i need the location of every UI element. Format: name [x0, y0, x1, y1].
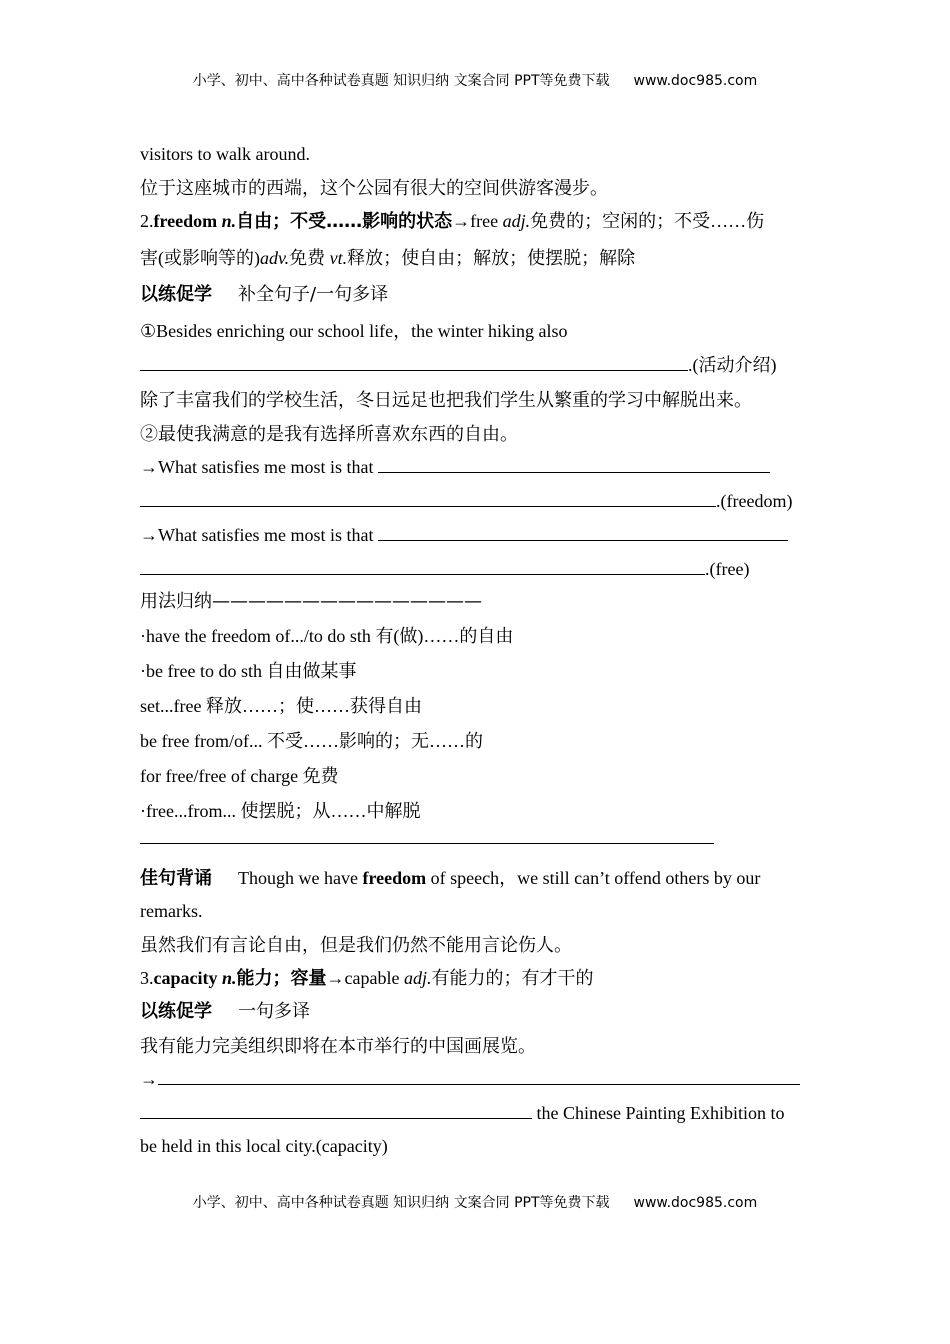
usage-en: ·be free to do sth — [140, 661, 262, 681]
usage-item — [140, 695, 422, 717]
meaning-adv: 免费 — [289, 248, 330, 268]
answer-blank-2b-cont[interactable] — [140, 558, 705, 575]
arrow-icon: → — [326, 968, 345, 988]
answer-blank-2a-cont[interactable] — [140, 490, 716, 507]
usage-en: set...free — [140, 696, 202, 716]
entry-freedom — [140, 210, 764, 233]
good-sentence — [140, 867, 760, 890]
question-3-after: the Chinese Painting Exhibition to — [532, 1103, 785, 1123]
meaning-free-cont: 害(或影响等的) — [140, 248, 260, 268]
footer-text: 小学、初中、高中各种试卷真题 知识归纳 文案合同 PPT等免费下载 — [192, 1195, 610, 1211]
practice-desc: 补全句子/一句多译 — [238, 284, 389, 305]
related-free: free — [470, 211, 503, 231]
question-1-answer — [140, 354, 777, 376]
question-1-suffix: .(活动介绍) — [688, 355, 777, 375]
sentence-post: of speech，we still can’t offend others by our — [426, 868, 761, 888]
question-3-cont — [140, 1102, 784, 1124]
headword-capacity: capacity — [153, 968, 218, 988]
practice-heading-1 — [140, 284, 388, 306]
answer-blank-3-cont[interactable] — [140, 1102, 532, 1119]
usage-cn: 使摆脱；从……中解脱 — [240, 801, 421, 821]
practice-heading-2 — [140, 1001, 310, 1023]
entry-freedom-cont — [140, 247, 635, 269]
usage-cn: 释放……；使……获得自由 — [205, 696, 422, 716]
practice-label: 以练促学 — [140, 284, 212, 305]
question-3-answer — [140, 1068, 800, 1090]
question-3: 我有能力完美组织即将在本市举行的中国画展览。 — [140, 1036, 536, 1056]
good-sentence-cont: remarks. — [140, 901, 203, 921]
meaning-free: 免费的；空闲的；不受……伤 — [530, 211, 765, 231]
meaning-capacity: 能力；容量 — [236, 968, 327, 989]
meaning-freedom: 自由；不受……影响的状态 — [236, 211, 453, 232]
page-header — [0, 70, 950, 90]
entry-number: 2. — [140, 211, 154, 231]
question-2b — [140, 524, 788, 546]
good-sentence-translation: 虽然我们有言论自由，但是我们仍然不能用言论伤人。 — [140, 935, 572, 955]
usage-item — [140, 660, 356, 682]
usage-en: ·free...from... — [140, 801, 236, 821]
question-1: ①Besides enriching our school life，the winter hiking also — [140, 321, 568, 341]
practice-label: 以练促学 — [140, 1001, 212, 1022]
answer-blank-2b[interactable] — [378, 524, 788, 541]
related-capable: capable — [344, 968, 404, 988]
line-visitors: visitors to walk around. — [140, 144, 310, 164]
arrow-icon: → — [140, 1069, 158, 1089]
entry-capacity — [140, 967, 593, 990]
question-3-end: be held in this local city.(capacity) — [140, 1136, 388, 1156]
line-translation-park: 位于这座城市的西端，这个公园有很大的空间供游客漫步。 — [140, 178, 608, 198]
question-2: ②最使我满意的是我有选择所喜欢东西的自由。 — [140, 424, 518, 444]
question-1-translation: 除了丰富我们的学校生活，冬日远足也把我们学生从繁重的学习中解脱出来。 — [140, 390, 752, 410]
answer-blank-3[interactable] — [158, 1068, 800, 1085]
pos-n: n. — [221, 968, 237, 988]
usage-en: be free from/of... — [140, 731, 263, 751]
usage-en: for free/free of charge — [140, 766, 299, 786]
header-text: 小学、初中、高中各种试卷真题 知识归纳 文案合同 PPT等免费下载 — [192, 73, 610, 89]
pos-n: n. — [221, 211, 237, 231]
divider — [140, 843, 714, 844]
sentence-bold: freedom — [362, 868, 427, 888]
question-2a-suffix: .(freedom) — [716, 491, 793, 511]
usage-title: 用法归纳 — [140, 591, 212, 612]
question-2a-prefix: →What satisfies me most is that — [140, 457, 378, 477]
usage-heading — [140, 591, 482, 613]
practice-desc: 一句多译 — [238, 1001, 310, 1022]
pos-adj: adj. — [502, 211, 531, 231]
pos-vt: vt. — [329, 248, 348, 268]
usage-item — [140, 730, 483, 752]
usage-item — [140, 625, 513, 647]
arrow-icon: → — [452, 211, 471, 231]
usage-dashes: ——————————————— — [212, 591, 482, 612]
question-2a — [140, 456, 770, 478]
sentence-pre: Though we have — [238, 868, 363, 888]
usage-cn: 不受……影响的；无……的 — [266, 731, 483, 751]
answer-blank-1[interactable] — [140, 354, 688, 371]
usage-item — [140, 765, 339, 787]
header-site-link[interactable]: www.doc985.com — [633, 73, 758, 89]
page-footer — [0, 1192, 950, 1212]
usage-item — [140, 800, 420, 822]
entry-number: 3. — [140, 968, 154, 988]
question-2a-cont — [140, 490, 792, 512]
meaning-capable: 有能力的；有才干的 — [431, 968, 594, 988]
meaning-vt: 释放；使自由；解放；使摆脱；解除 — [347, 248, 636, 268]
question-2b-prefix: →What satisfies me most is that — [140, 525, 378, 545]
pos-adj: adj. — [403, 968, 432, 988]
usage-cn: 免费 — [302, 766, 339, 786]
headword-freedom: freedom — [153, 211, 218, 231]
pos-adv: adv. — [260, 248, 290, 268]
question-2b-suffix: .(free) — [705, 559, 750, 579]
answer-blank-2a[interactable] — [378, 456, 770, 473]
question-2b-cont — [140, 558, 749, 580]
good-sentence-label: 佳句背诵 — [140, 868, 212, 889]
footer-site-link[interactable]: www.doc985.com — [633, 1195, 758, 1211]
usage-cn: 有(做)……的自由 — [375, 626, 514, 646]
usage-cn: 自由做某事 — [266, 661, 357, 681]
usage-en: ·have the freedom of.../to do sth — [140, 626, 371, 646]
